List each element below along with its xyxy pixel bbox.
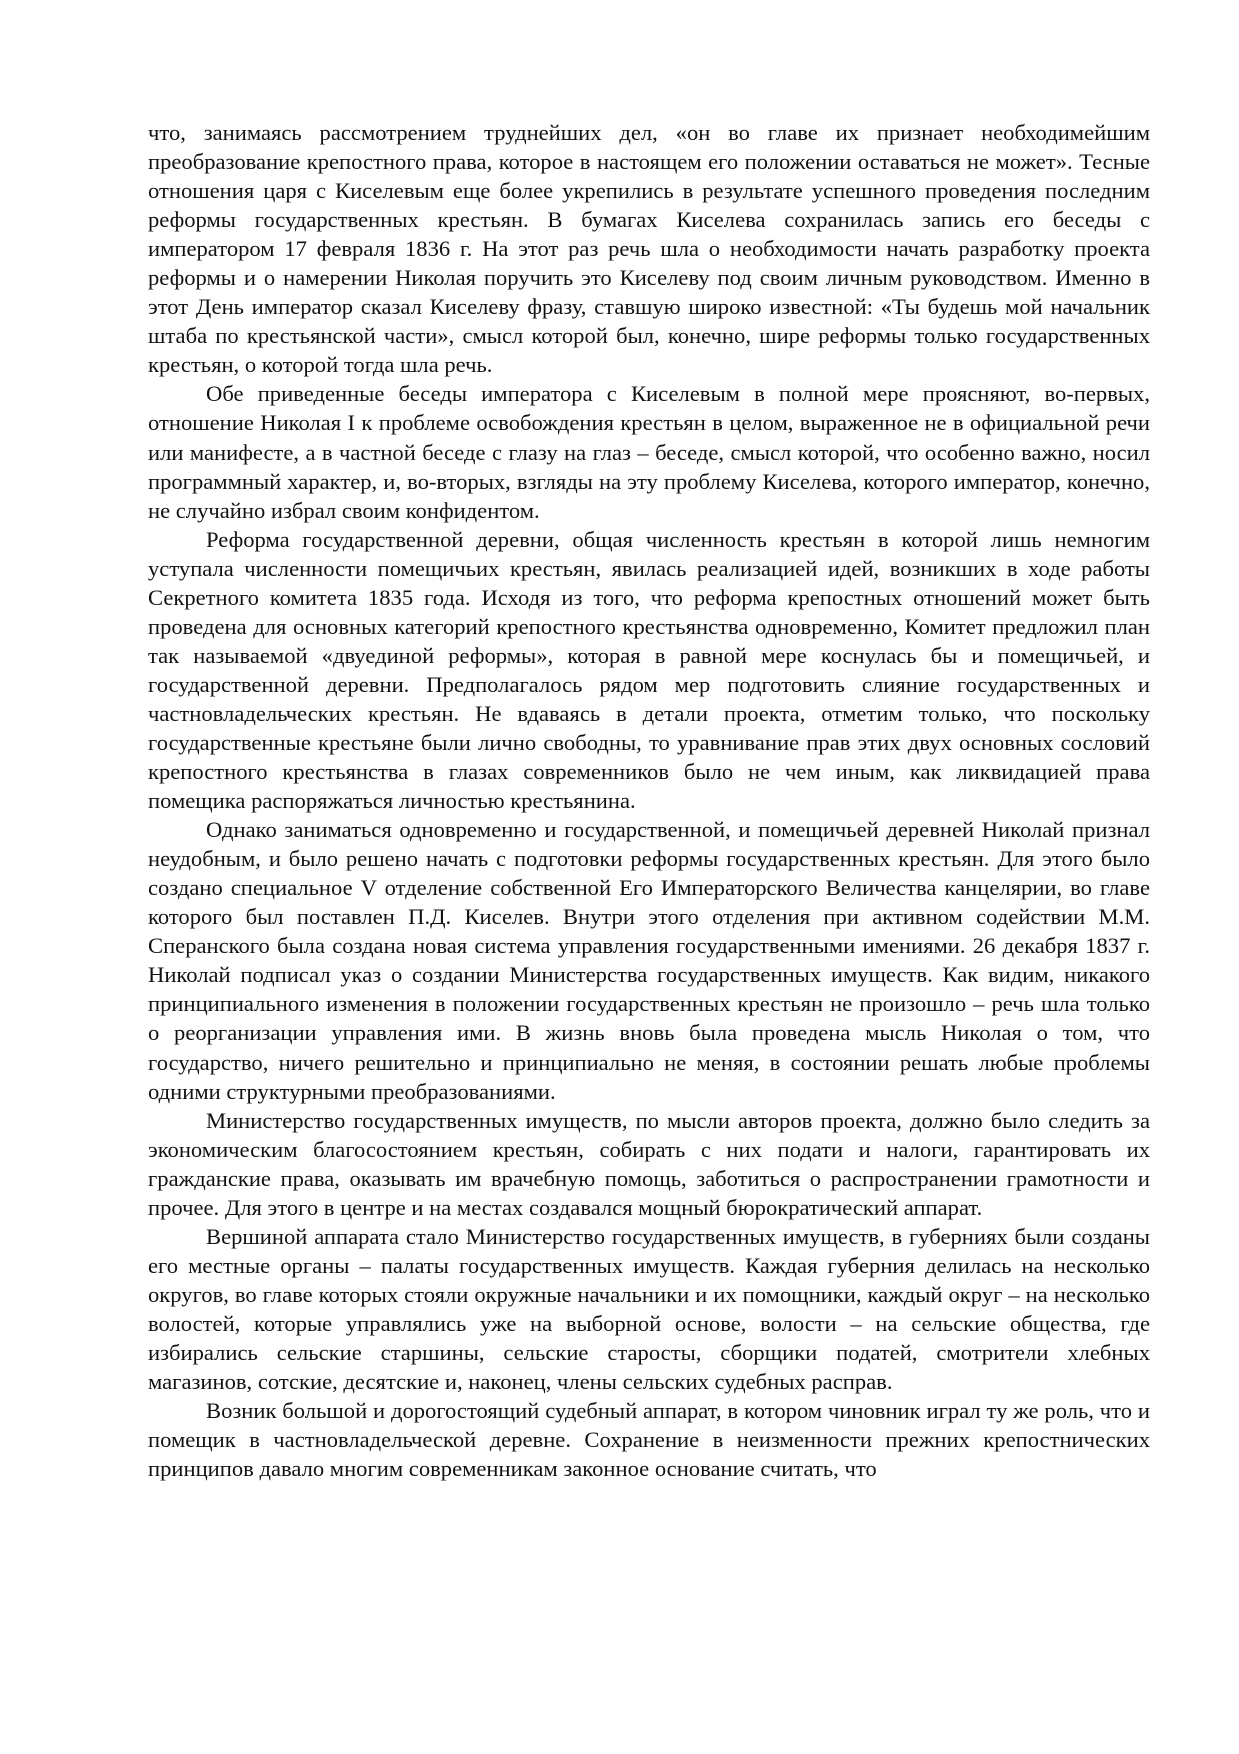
paragraph-2: Обе приведенные беседы императора с Киселевым в полной мере проясняют, во-первых, отношение Николая I к проблеме освобождения крестьян в целом, выраженное не в официальной речи или манифесте, а в частной беседе с глазу на глаз – беседе, смысл которой, что особенно важно, носил программный характер, и, во-вторых, взгляды на эту проблему Киселева, которого император, конечно, не случайно избрал своим конфидентом. [148, 381, 1150, 523]
paragraph-5: Министерство государственных имуществ, по мысли авторов проекта, должно было следить за экономическим благосостоянием крестьян, собирать с них подати и налоги, гарантировать их гражданские права, оказывать им врачебную помощь, заботиться о распространении грамотности и прочее. Для этого в центре и на местах создавался мощный бюрократический аппарат. [148, 1107, 1150, 1220]
paragraph-1: что, занимаясь рассмотрением труднейших дел, «он во главе их признает необходимейшим преобразование крепостного права, которое в настоящем его положении оставаться не может». Тесные отношения царя с Киселевым еще более укрепились в результате успешного проведения последним реформы государственных крестьян. В бумагах Киселева сохранилась запись его беседы с императором 17 февраля 1836 г. На этот раз речь шла о необходимости начать разработку проекта реформы и о намерении Николая поручить это Киселеву под своим личным руководством. Именно в этот День император сказал Киселеву фразу, ставшую широко известной: «Ты будешь мой начальник штаба по крестьянской части», смысл которой был, конечно, шире реформы только государственных крестьян, о которой тогда шла речь. [148, 120, 1150, 378]
paragraph-4: Однако заниматься одновременно и государственной, и помещичьей деревней Николай признал неудобным, и было решено начать с подготовки реформы государственных крестьян. Для этого было создано специальное V отделение собственной Его Императорского Величества канцелярии, во главе которого был поставлен П.Д. Киселев. Внутри этого отделения при активном содействии М.М. Сперанского была создана новая система управления государственными имениями. 26 декабря 1837 г. Николай подписал указ о создании Министерства государственных имуществ. Как видим, никакого принципиального изменения в положении государственных крестьян не произошло – речь шла только о реорганизации управления ими. В жизнь вновь была проведена мысль Николая о том, что государство, ничего решительно и принципиально не меняя, в состоянии решать любые проблемы одними структурными преобразованиями. [148, 817, 1150, 1104]
document-page [148, 118, 1150, 1483]
paragraph-7: Возник большой и дорогостоящий судебный аппарат, в котором чиновник играл ту же роль, что и помещик в частновладельческой деревне. Сохранение в неизменности прежних крепостнических принципов давало многим современникам законное основание считать, что [148, 1398, 1150, 1482]
paragraph-3: Реформа государственной деревни, общая численность крестьян в которой лишь немногим уступала численности помещичьих крестьян, явилась реализацией идей, возникших в ходе работы Секретного комитета 1835 года. Исходя из того, что реформа крепостных отношений может быть проведена для основных категорий крепостного крестьянства одновременно, Комитет предложил план так называемой «двуединой реформы», которая в равной мере коснулась бы и помещичьей, и государственной деревни. Предполагалось рядом мер подготовить слияние государственных и частновладельческих крестьян. Не вдаваясь в детали проекта, отметим только, что поскольку государственные крестьяне были лично свободны, то уравнивание прав этих двух основных сословий крепостного крестьянства в глазах современников было не чем иным, как ликвидацией права помещика распоряжаться личностью крестьянина. [148, 526, 1150, 814]
paragraph-6: Вершиной аппарата стало Министерство государственных имуществ, в губерниях были созданы его местные органы – палаты государственных имуществ. Каждая губерния делилась на несколько округов, во главе которых стояли окружные начальники и их помощники, каждый округ – на несколько волостей, которые управлялись уже на выборной основе, волости – на сельские общества, где избирались сельские старшины, сельские старосты, сборщики податей, смотрители хлебных магазинов, сотские, десятские и, наконец, члены сельских судебных расправ. [148, 1223, 1150, 1395]
